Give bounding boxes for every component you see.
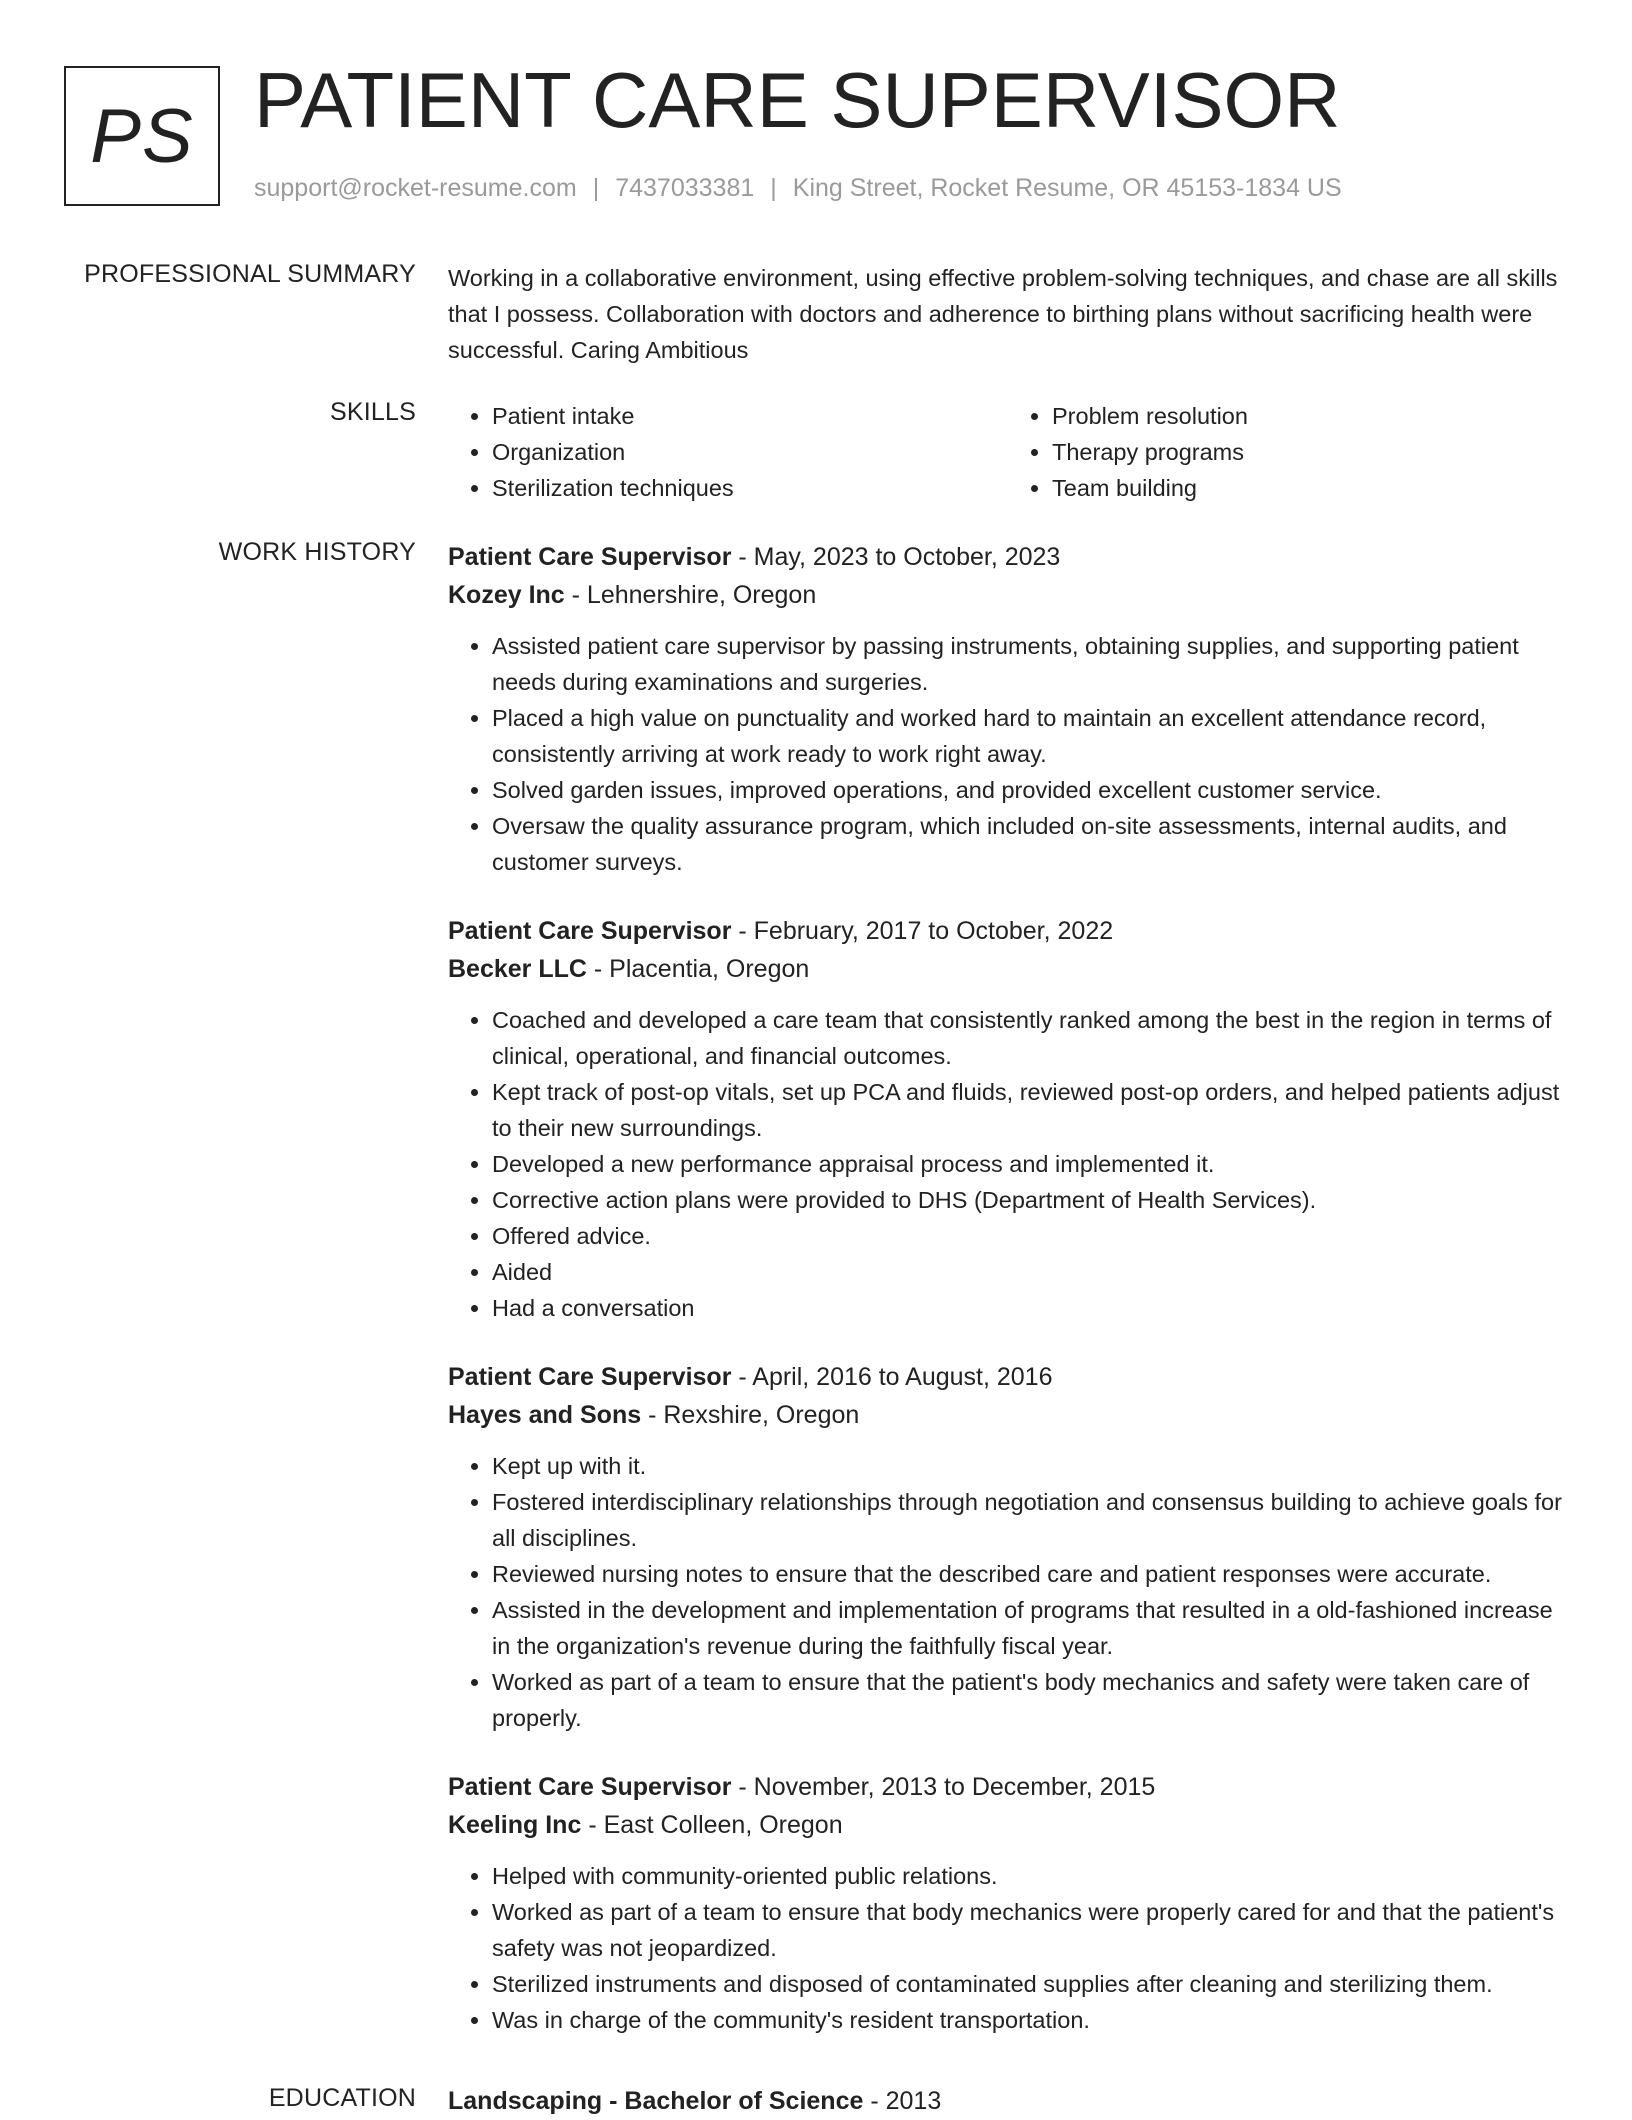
contact-address: King Street, Rocket Resume, OR 45153-1834 US <box>792 174 1342 202</box>
monogram-logo: PS <box>64 66 220 206</box>
job-bullet: • Assisted in the development and implementation of programs that resulted in a old-fashioned increase in the organization's revenue during the faithfully fiscal year. <box>492 1592 1568 1664</box>
work-history-body <box>448 538 1568 2070</box>
job-company-line <box>448 576 1568 614</box>
job-title: Patient Care Supervisor <box>448 1773 732 1801</box>
education-body <box>448 2084 1568 2120</box>
job-entry <box>448 912 1568 1326</box>
contact-separator: | <box>770 174 777 202</box>
job-title: Patient Care Supervisor <box>448 1363 732 1391</box>
job-company: Becker LLC <box>448 955 587 983</box>
job-title: Patient Care Supervisor <box>448 917 732 945</box>
job-bullet: • Coached and developed a care team that consistently ranked among the best in the region in terms of clinical, operational, and financial outcomes. <box>492 1002 1568 1074</box>
job-bullet: • Reviewed nursing notes to ensure that the described care and patient responses were accurate. <box>492 1556 1568 1592</box>
skill-item: • Organization <box>492 434 1008 470</box>
job-bullets <box>448 1448 1568 1736</box>
skills-list-right <box>1008 398 1568 506</box>
education-degree: Landscaping - Bachelor of Science <box>448 2087 864 2115</box>
job-bullet: • Kept up with it. <box>492 1448 1568 1484</box>
skill-item: • Team building <box>1052 470 1568 506</box>
job-bullet: • Offered advice. <box>492 1218 1568 1254</box>
skill-item: • Sterilization techniques <box>492 470 1008 506</box>
job-bullet: • Placed a high value on punctuality and worked hard to maintain an excellent attendance record, consistently arriving at work ready to work right away. <box>492 700 1568 772</box>
job-dates: - April, 2016 to August, 2016 <box>731 1363 1053 1391</box>
job-bullet: • Was in charge of the community's resident transportation. <box>492 2002 1568 2038</box>
job-company-line <box>448 1396 1568 1434</box>
job-bullet: • Worked as part of a team to ensure that the patient's body mechanics and safety were taken care of properly. <box>492 1664 1568 1736</box>
job-location: - Rexshire, Oregon <box>641 1401 860 1429</box>
skills-list-left <box>448 398 1008 506</box>
summary-label: PROFESSIONAL SUMMARY <box>84 260 416 288</box>
skills-body <box>448 398 1568 506</box>
job-location: - East Colleen, Oregon <box>581 1811 843 1839</box>
job-entry <box>448 1358 1568 1736</box>
job-bullet: • Had a conversation <box>492 1290 1568 1326</box>
job-bullet: • Sterilized instruments and disposed of contaminated supplies after cleaning and sterilizing them. <box>492 1966 1568 2002</box>
job-company: Keeling Inc <box>448 1811 582 1839</box>
job-company-line <box>448 950 1568 988</box>
job-title-line <box>448 1358 1568 1396</box>
job-company: Hayes and Sons <box>448 1401 642 1429</box>
contact-email: support@rocket-resume.com <box>254 174 577 202</box>
summary-body <box>448 260 1568 368</box>
job-bullet: • Worked as part of a team to ensure that body mechanics were properly cared for and that the patient's safety was not jeopardized. <box>492 1894 1568 1966</box>
contact-separator: | <box>592 174 600 202</box>
job-company-line <box>448 1806 1568 1844</box>
contact-phone: 7437033381 <box>615 174 755 202</box>
job-title: Patient Care Supervisor <box>448 543 732 571</box>
job-bullet: • Aided <box>492 1254 1568 1290</box>
job-bullets <box>448 1002 1568 1326</box>
job-location: - Lehnershire, Oregon <box>564 581 817 609</box>
job-bullet: • Kept track of post-op vitals, set up PCA and fluids, reviewed post-op orders, and helped patients adjust to their new surroundings. <box>492 1074 1568 1146</box>
job-bullet: • Fostered interdisciplinary relationships through negotiation and consensus building to achieve goals for all disciplines. <box>492 1484 1568 1556</box>
job-bullet: • Developed a new performance appraisal process and implemented it. <box>492 1146 1568 1182</box>
education-entry <box>448 2082 1568 2120</box>
job-entry <box>448 538 1568 880</box>
resume-title: PATIENT CARE SUPERVISOR <box>254 56 1341 144</box>
summary-text: Working in a collaborative environment, using effective problem-solving techniques, and chase are all skills that I possess. Collaboration with doctors and adherence to birthing plans without sacrificing health were successful. Caring Ambitious <box>448 265 1558 363</box>
job-entry <box>448 1768 1568 2038</box>
job-title-line <box>448 912 1568 950</box>
work-history-label: WORK HISTORY <box>218 538 416 566</box>
job-location: - Placentia, Oregon <box>586 955 810 983</box>
skills-label: SKILLS <box>330 398 416 426</box>
job-company: Kozey Inc <box>448 581 565 609</box>
job-bullet: • Oversaw the quality assurance program, which included on-site assessments, internal audits, and customer surveys. <box>492 808 1568 880</box>
job-bullets <box>448 628 1568 880</box>
skill-item: • Patient intake <box>492 398 1008 434</box>
contact-line <box>254 174 1342 203</box>
education-label: EDUCATION <box>268 2084 416 2112</box>
skill-item: • Therapy programs <box>1052 434 1568 470</box>
job-bullet: • Helped with community-oriented public relations. <box>492 1858 1568 1894</box>
job-dates: - May, 2023 to October, 2023 <box>731 543 1061 571</box>
job-bullets <box>448 1858 1568 2038</box>
job-title-line <box>448 1768 1568 1806</box>
education-year: - 2013 <box>863 2087 942 2115</box>
job-bullet: • Assisted patient care supervisor by passing instruments, obtaining supplies, and supporting patient needs during examinations and surgeries. <box>492 628 1568 700</box>
job-title-line <box>448 538 1568 576</box>
skill-item: • Problem resolution <box>1052 398 1568 434</box>
job-bullet: • Solved garden issues, improved operations, and provided excellent customer service. <box>492 772 1568 808</box>
job-dates: - February, 2017 to October, 2022 <box>731 917 1114 945</box>
job-bullet: • Corrective action plans were provided to DHS (Department of Health Services). <box>492 1182 1568 1218</box>
job-dates: - November, 2013 to December, 2015 <box>731 1773 1156 1801</box>
